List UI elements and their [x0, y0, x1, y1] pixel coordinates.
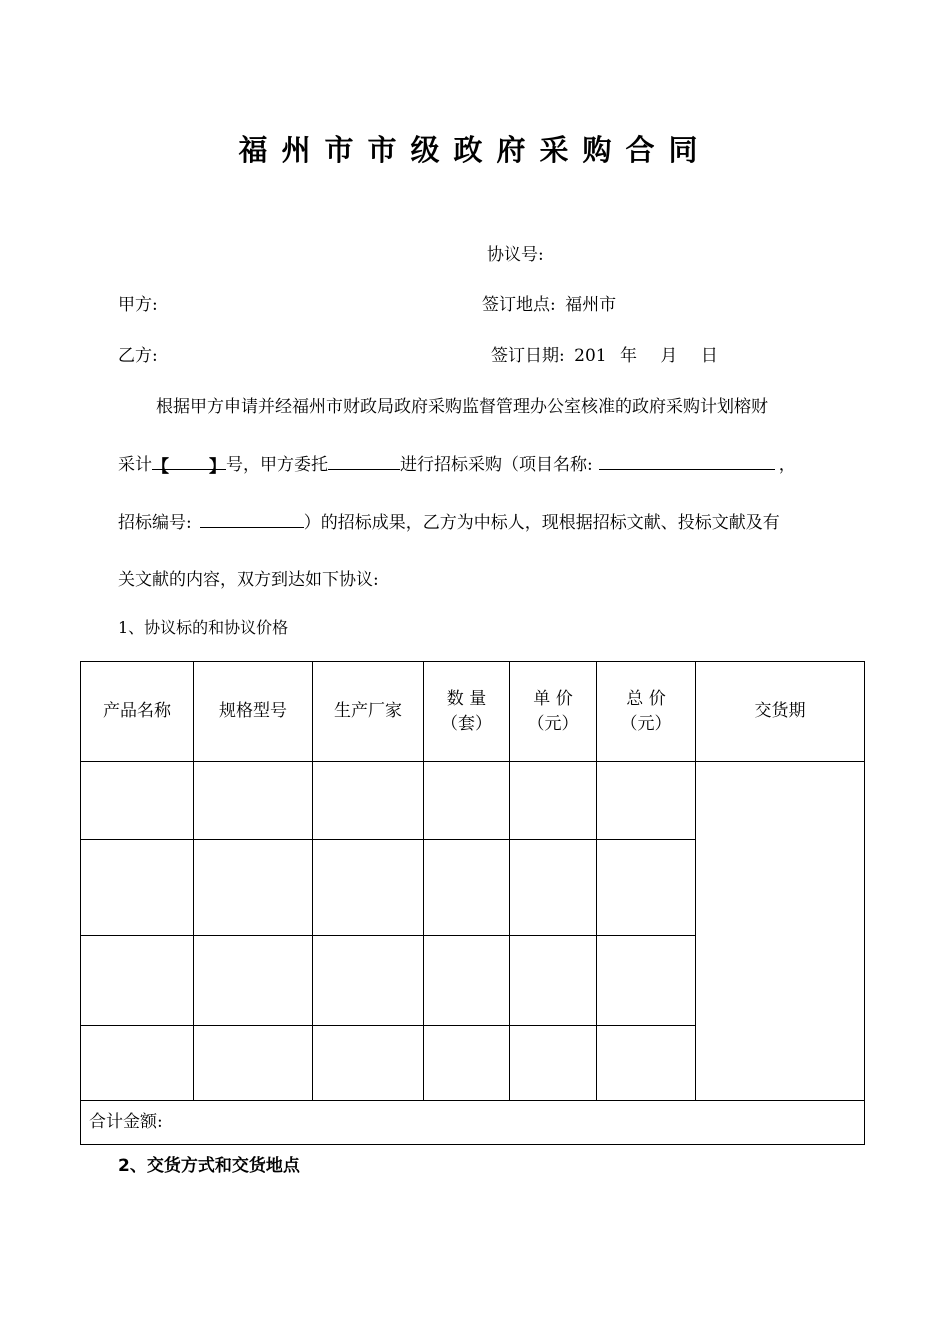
table-cell[interactable]	[424, 936, 510, 1026]
table-cell[interactable]	[313, 840, 424, 936]
table-cell[interactable]	[510, 840, 597, 936]
bracket-open: 【	[152, 457, 169, 477]
comma: ，	[778, 455, 796, 475]
table-cell[interactable]	[510, 762, 597, 840]
agreement-number-label: 协议号:	[487, 245, 544, 265]
table-cell[interactable]	[424, 1026, 510, 1101]
total-amount-cell[interactable]	[81, 1101, 865, 1145]
table-cell[interactable]	[81, 936, 194, 1026]
paragraph-line-1: 根据甲方申请并经福州市财政局政府采购监督管理办公室核准的政府采购计划榕财	[156, 397, 768, 417]
sign-place-label: 签订地点:	[482, 295, 556, 315]
table-cell[interactable]	[597, 762, 696, 840]
sign-place	[482, 290, 616, 315]
table-cell[interactable]	[194, 762, 313, 840]
table-cell[interactable]	[597, 1026, 696, 1101]
table-cell[interactable]	[424, 762, 510, 840]
table-cell[interactable]	[194, 936, 313, 1026]
header-delivery-period: 交货期	[696, 662, 865, 762]
bracket-close: 】	[209, 457, 226, 477]
plan-number-field[interactable]	[152, 453, 226, 477]
tender-result-text: ）的招标成果，乙方为中标人，现根据招标文献、投标文献及有	[303, 513, 780, 533]
paragraph-line-4: 关文献的内容，双方到达如下协议:	[118, 570, 379, 590]
total-row	[81, 1101, 865, 1145]
table-header-row	[81, 662, 865, 762]
header-manufacturer: 生产厂家	[313, 662, 424, 762]
sign-place-value: 福州市	[565, 295, 617, 315]
project-name-field[interactable]	[599, 453, 775, 470]
plan-prefix: 采计	[118, 455, 152, 475]
paragraph-line-3	[118, 508, 780, 533]
table-cell[interactable]	[313, 762, 424, 840]
table-cell[interactable]	[597, 936, 696, 1026]
party-b-label: 乙方:	[118, 346, 158, 366]
table-row	[81, 762, 865, 840]
table-cell[interactable]	[194, 1026, 313, 1101]
sign-date	[491, 341, 718, 366]
header-total-price: 总 价 （元）	[597, 662, 696, 762]
table-cell[interactable]	[81, 840, 194, 936]
sign-date-month-unit: 月	[660, 346, 678, 366]
paragraph-line-2	[118, 450, 796, 475]
table-cell[interactable]	[194, 840, 313, 936]
header-model: 规格型号	[194, 662, 313, 762]
table-cell[interactable]	[510, 1026, 597, 1101]
tender-number-field[interactable]	[200, 511, 304, 528]
table-cell[interactable]	[81, 762, 194, 840]
party-a-label: 甲方:	[118, 295, 158, 315]
section-1-heading: 1、协议标的和协议价格	[118, 618, 289, 637]
tender-number-label: 招标编号:	[118, 513, 192, 533]
agency-field[interactable]	[328, 453, 400, 470]
section-2-heading: 2、交货方式和交货地点	[118, 1156, 300, 1176]
header-product-name: 产品名称	[81, 662, 194, 762]
sign-date-label: 签订日期:	[491, 346, 565, 366]
table-cell[interactable]	[313, 1026, 424, 1101]
table-cell[interactable]	[313, 936, 424, 1026]
header-quantity: 数 量 （套）	[424, 662, 510, 762]
product-price-table	[80, 661, 865, 1145]
table-cell[interactable]	[81, 1026, 194, 1101]
total-amount-label: 合计金额:	[89, 1112, 163, 1132]
delivery-period-cell[interactable]	[696, 762, 865, 1101]
table-cell[interactable]	[597, 840, 696, 936]
document-title: 福州市市级政府采购合同	[238, 133, 712, 167]
sign-date-year: 201	[574, 346, 607, 366]
table-cell[interactable]	[510, 936, 597, 1026]
header-unit-price: 单 价 （元）	[510, 662, 597, 762]
plan-suffix: 号，甲方委托	[226, 455, 328, 475]
sign-date-day-unit: 日	[700, 346, 718, 366]
purchase-text: 进行招标采购（项目名称:	[400, 455, 593, 475]
table-cell[interactable]	[424, 840, 510, 936]
sign-date-year-unit: 年	[620, 346, 637, 366]
